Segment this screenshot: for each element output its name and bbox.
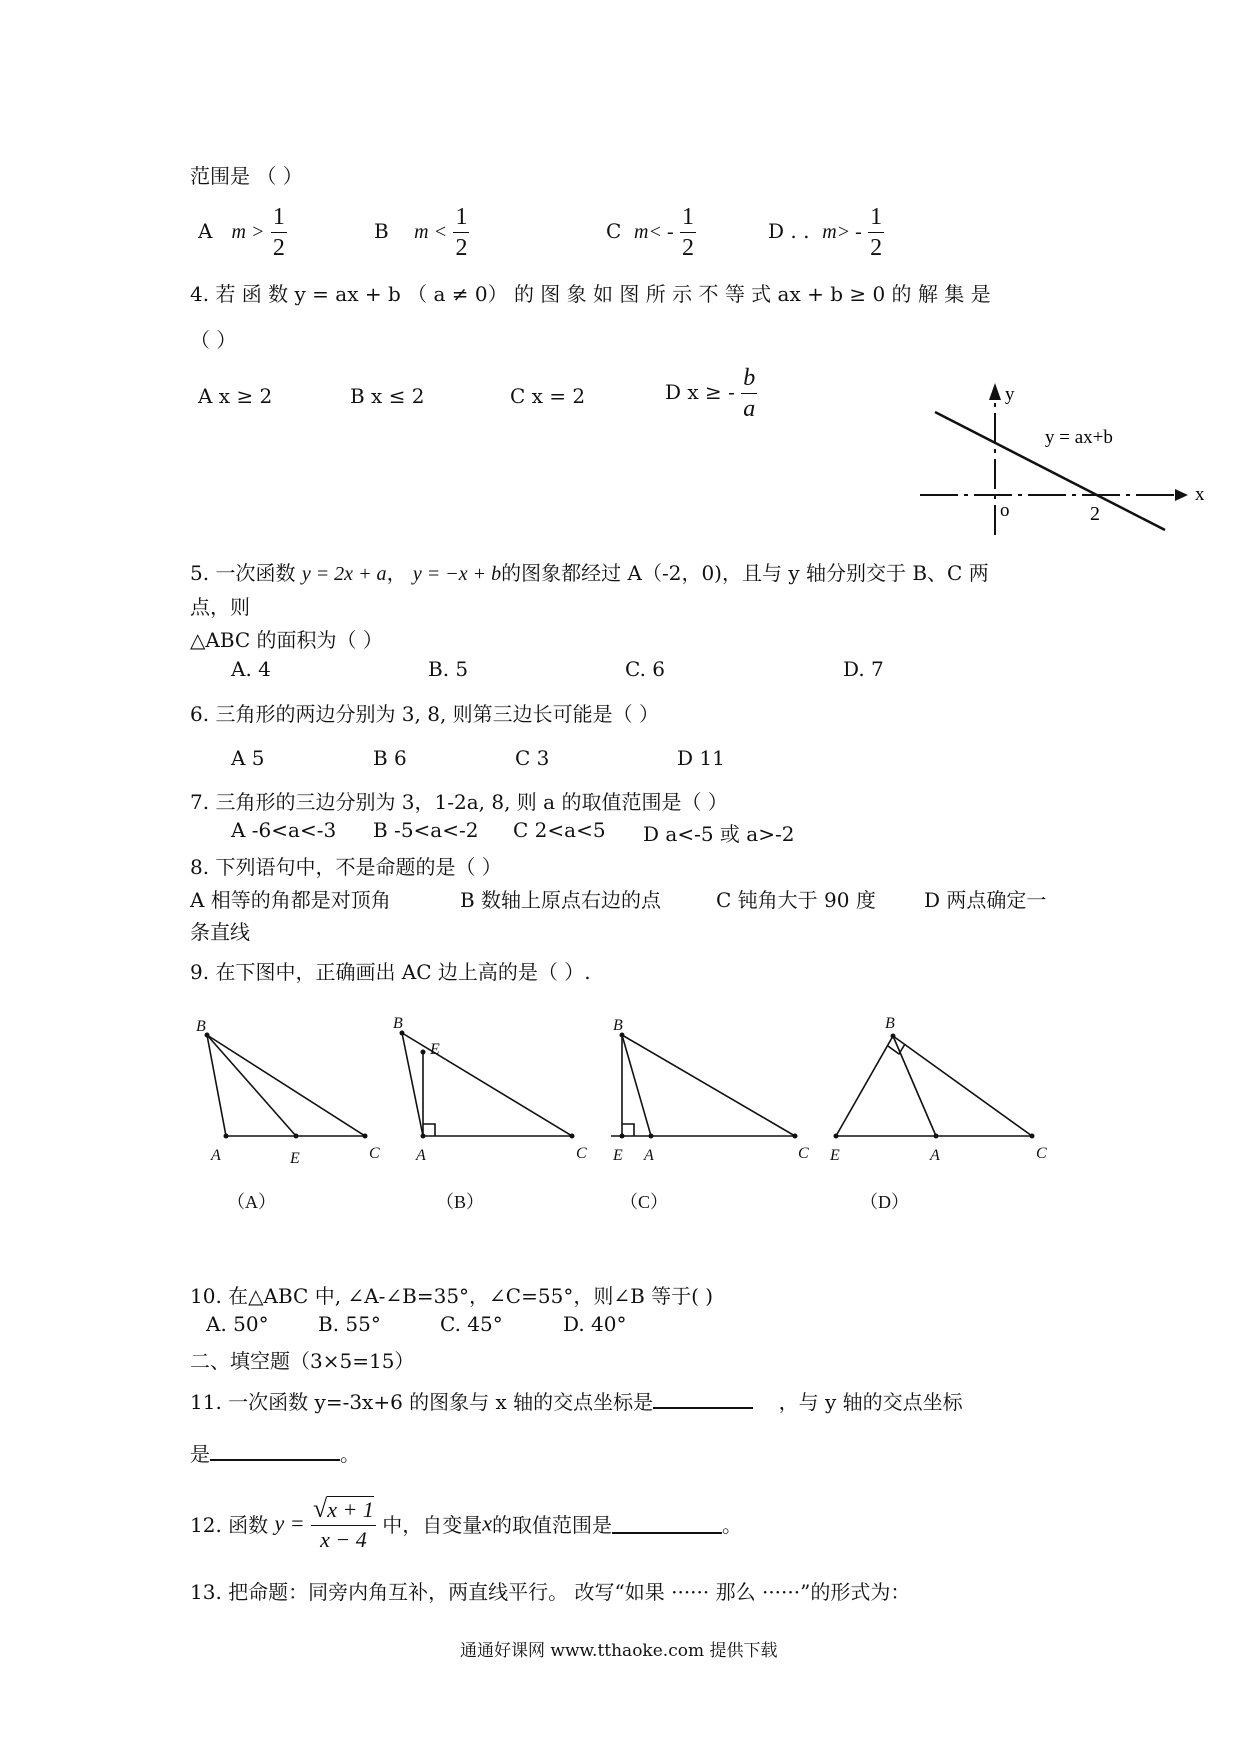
option-letter: C (606, 219, 622, 243)
option-expr: D x ≥ - (665, 380, 735, 404)
x-intercept-label: 2 (1090, 503, 1100, 525)
q5-line3: △ABC 的面积为（ ） (190, 628, 383, 652)
label-c: C (576, 1145, 587, 1162)
label-a: A (930, 1147, 940, 1164)
option-letter: D . . (768, 219, 810, 243)
frac-den: 2 (682, 235, 694, 261)
footer: 通通好课网 www.tthaoke.com 提供下载 (460, 1641, 778, 1661)
option-expr: m< - (634, 221, 674, 243)
caption-a[interactable]: （A） (227, 1192, 276, 1212)
q6-option-a[interactable]: A 5 (231, 746, 265, 770)
label-b: B (885, 1015, 895, 1032)
q4-option-a[interactable]: A x ≥ 2 (198, 384, 273, 408)
q7-option-b[interactable]: B -5<a<-2 (373, 818, 479, 842)
q9-stem: 9. 在下图中，正确画出 AC 边上高的是（ ）. (190, 960, 591, 984)
label-b: B (196, 1018, 206, 1035)
frac-num: 1 (453, 205, 469, 233)
q5-option-d[interactable]: D. 7 (843, 657, 884, 681)
option-expr: m > (231, 221, 265, 243)
q6-option-b[interactable]: B 6 (373, 746, 407, 770)
label-a: A (416, 1147, 426, 1164)
q5-line2: 点，则 (190, 595, 250, 619)
frac-num: b (741, 366, 757, 394)
q11-line2 (190, 1438, 360, 1467)
q5-stem-b: 的图象都经过 A（-2，0)，且与 y 轴分别交于 B、C 两 (501, 561, 989, 585)
q5-option-c[interactable]: C. 6 (625, 657, 666, 681)
q3-option-a[interactable] (198, 205, 287, 265)
q12-text-c: 的取值范围是 (492, 1513, 613, 1537)
q8-option-a[interactable]: A 相等的角都是对顶角 (190, 888, 391, 912)
frac-num: x + 1 (327, 1497, 374, 1522)
q12-end: 。 (722, 1513, 743, 1537)
q6-stem: 6. 三角形的两边分别为 3, 8, 则第三边长可能是（ ） (190, 702, 660, 726)
q10-option-c[interactable]: C. 45° (440, 1312, 503, 1336)
q4-option-b[interactable]: B x ≤ 2 (350, 384, 425, 408)
y-axis-arrow (989, 383, 1001, 400)
q7-option-d[interactable]: D a<-5 或 a>-2 (643, 822, 795, 846)
q10-option-d[interactable]: D. 40° (563, 1312, 627, 1336)
label-a: A (644, 1147, 654, 1164)
q11-mid: ，与 y 轴的交点坐标 (778, 1390, 963, 1414)
q9-figures (190, 1010, 1070, 1212)
label-c: C (1036, 1145, 1047, 1162)
option-expr: m> - (822, 221, 862, 243)
x-axis-label: x (1195, 484, 1205, 505)
q5-function-2: y = −x + b (412, 563, 502, 585)
q3-option-c[interactable] (606, 205, 696, 265)
label-b: B (393, 1015, 403, 1032)
q13-stem: 13. 把命题：同旁内角互补，两直线平行。 改写“如果 ······ 那么 ······”的形式为： (190, 1580, 911, 1604)
label-a: A (211, 1147, 221, 1164)
frac-den: x − 4 (320, 1527, 367, 1552)
q6-option-c[interactable]: C 3 (515, 746, 550, 770)
q7-option-a[interactable]: A -6<a<-3 (231, 818, 337, 842)
label-e: E (290, 1150, 300, 1167)
q10-option-a[interactable]: A. 50° (206, 1312, 269, 1336)
y-axis-label: y (1005, 384, 1015, 405)
q3-stem: 范围是 （ ） (190, 164, 303, 188)
label-c: C (798, 1145, 809, 1162)
q8-option-d[interactable]: D 两点确定一 (924, 888, 1047, 912)
q8-continuation: 条直线 (190, 920, 250, 944)
frac-den: 2 (272, 235, 285, 261)
caption-c[interactable]: （C） (620, 1192, 669, 1212)
q7-option-c[interactable]: C 2<a<5 (513, 818, 606, 842)
q8-option-c[interactable]: C 钝角大于 90 度 (716, 888, 876, 912)
frac-num: 1 (271, 205, 287, 233)
q11-blank-x[interactable] (653, 1407, 753, 1409)
label-e: E (830, 1147, 840, 1164)
option-expr: m < (414, 221, 448, 243)
triangle-c (622, 1035, 795, 1136)
q8-option-b[interactable]: B 数轴上原点右边的点 (460, 888, 662, 912)
q12-y: y = (274, 1510, 305, 1536)
caption-d[interactable]: （D） (860, 1192, 909, 1212)
q11-stem: 11. 一次函数 y=-3x+6 的图象与 x 轴的交点坐标是 (190, 1390, 654, 1414)
right-angle-mark-c (622, 1124, 634, 1136)
q4-option-c[interactable]: C x = 2 (510, 384, 586, 408)
q5-option-a[interactable]: A. 4 (231, 657, 271, 681)
q11-blank-y[interactable] (210, 1459, 340, 1461)
segment-be-d (836, 1036, 893, 1136)
frac-den: a (743, 396, 756, 422)
q10-stem: 10. 在△ABC 中, ∠A-∠B=35°，∠C=55°，则∠B 等于( ) (190, 1284, 714, 1308)
caption-b[interactable]: （B） (436, 1192, 485, 1212)
q11-end: 。 (340, 1442, 360, 1466)
q4-paren: （ ） (190, 328, 237, 352)
origin-label: o (1000, 500, 1010, 521)
q8-stem: 8. 下列语句中，不是命题的是（ ） (190, 855, 502, 879)
triangle-a (207, 1035, 365, 1136)
q4-option-d[interactable] (665, 366, 757, 426)
q6-option-d[interactable]: D 11 (677, 746, 725, 770)
segment-be-a (207, 1035, 296, 1136)
section-heading: 二、填空题（3×5=15） (190, 1349, 415, 1373)
frac-den: 2 (870, 235, 883, 261)
q7-stem: 7. 三角形的三边分别为 3，1-2a, 8, 则 a 的取值范围是（ ） (190, 790, 728, 814)
option-letter: A (198, 219, 213, 243)
q11-line2-text: 是 (190, 1442, 210, 1466)
label-e: E (613, 1147, 623, 1164)
q11-line1 (190, 1386, 963, 1415)
q12-text-b: 中，自变量 (382, 1513, 483, 1537)
label-e: E (430, 1041, 440, 1058)
q12-fraction: $\frac{√x + 1}{x - 4}$ (313, 1494, 374, 1552)
line-label: y = ax+b (1045, 427, 1113, 448)
q5-separator: ， (386, 561, 407, 585)
frac-den: 2 (455, 235, 468, 261)
q12-blank[interactable] (612, 1532, 722, 1534)
q5-stem (190, 557, 989, 586)
right-angle-mark-b (423, 1124, 435, 1136)
label-b: B (613, 1017, 623, 1034)
triangle-b (402, 1033, 572, 1136)
option-letter: B (374, 219, 389, 243)
q5-function-1: y = 2x + a (301, 563, 387, 585)
q5-option-b[interactable]: B. 5 (428, 657, 469, 681)
q4-stem: 4. 若 函 数 y = ax + b （ a ≠ 0） 的 图 象 如 图 所 示 不 等 式 ax + b ≥ 0 的 解 集 是 (190, 282, 991, 306)
q12-text-a: 12. 函数 (190, 1513, 269, 1537)
x-axis-arrow (1175, 489, 1188, 501)
q5-stem-a: 5. 一次函数 (190, 561, 296, 585)
q12-line (190, 1496, 742, 1566)
linear-function-graph (920, 380, 1220, 540)
q3-option-d[interactable] (768, 205, 884, 265)
q10-option-b[interactable]: B. 55° (318, 1312, 381, 1336)
q3-option-b[interactable] (374, 205, 469, 265)
q12-x: x (482, 1510, 493, 1536)
label-c: C (369, 1145, 380, 1162)
frac-num: 1 (680, 205, 696, 233)
frac-num: 1 (868, 205, 884, 233)
